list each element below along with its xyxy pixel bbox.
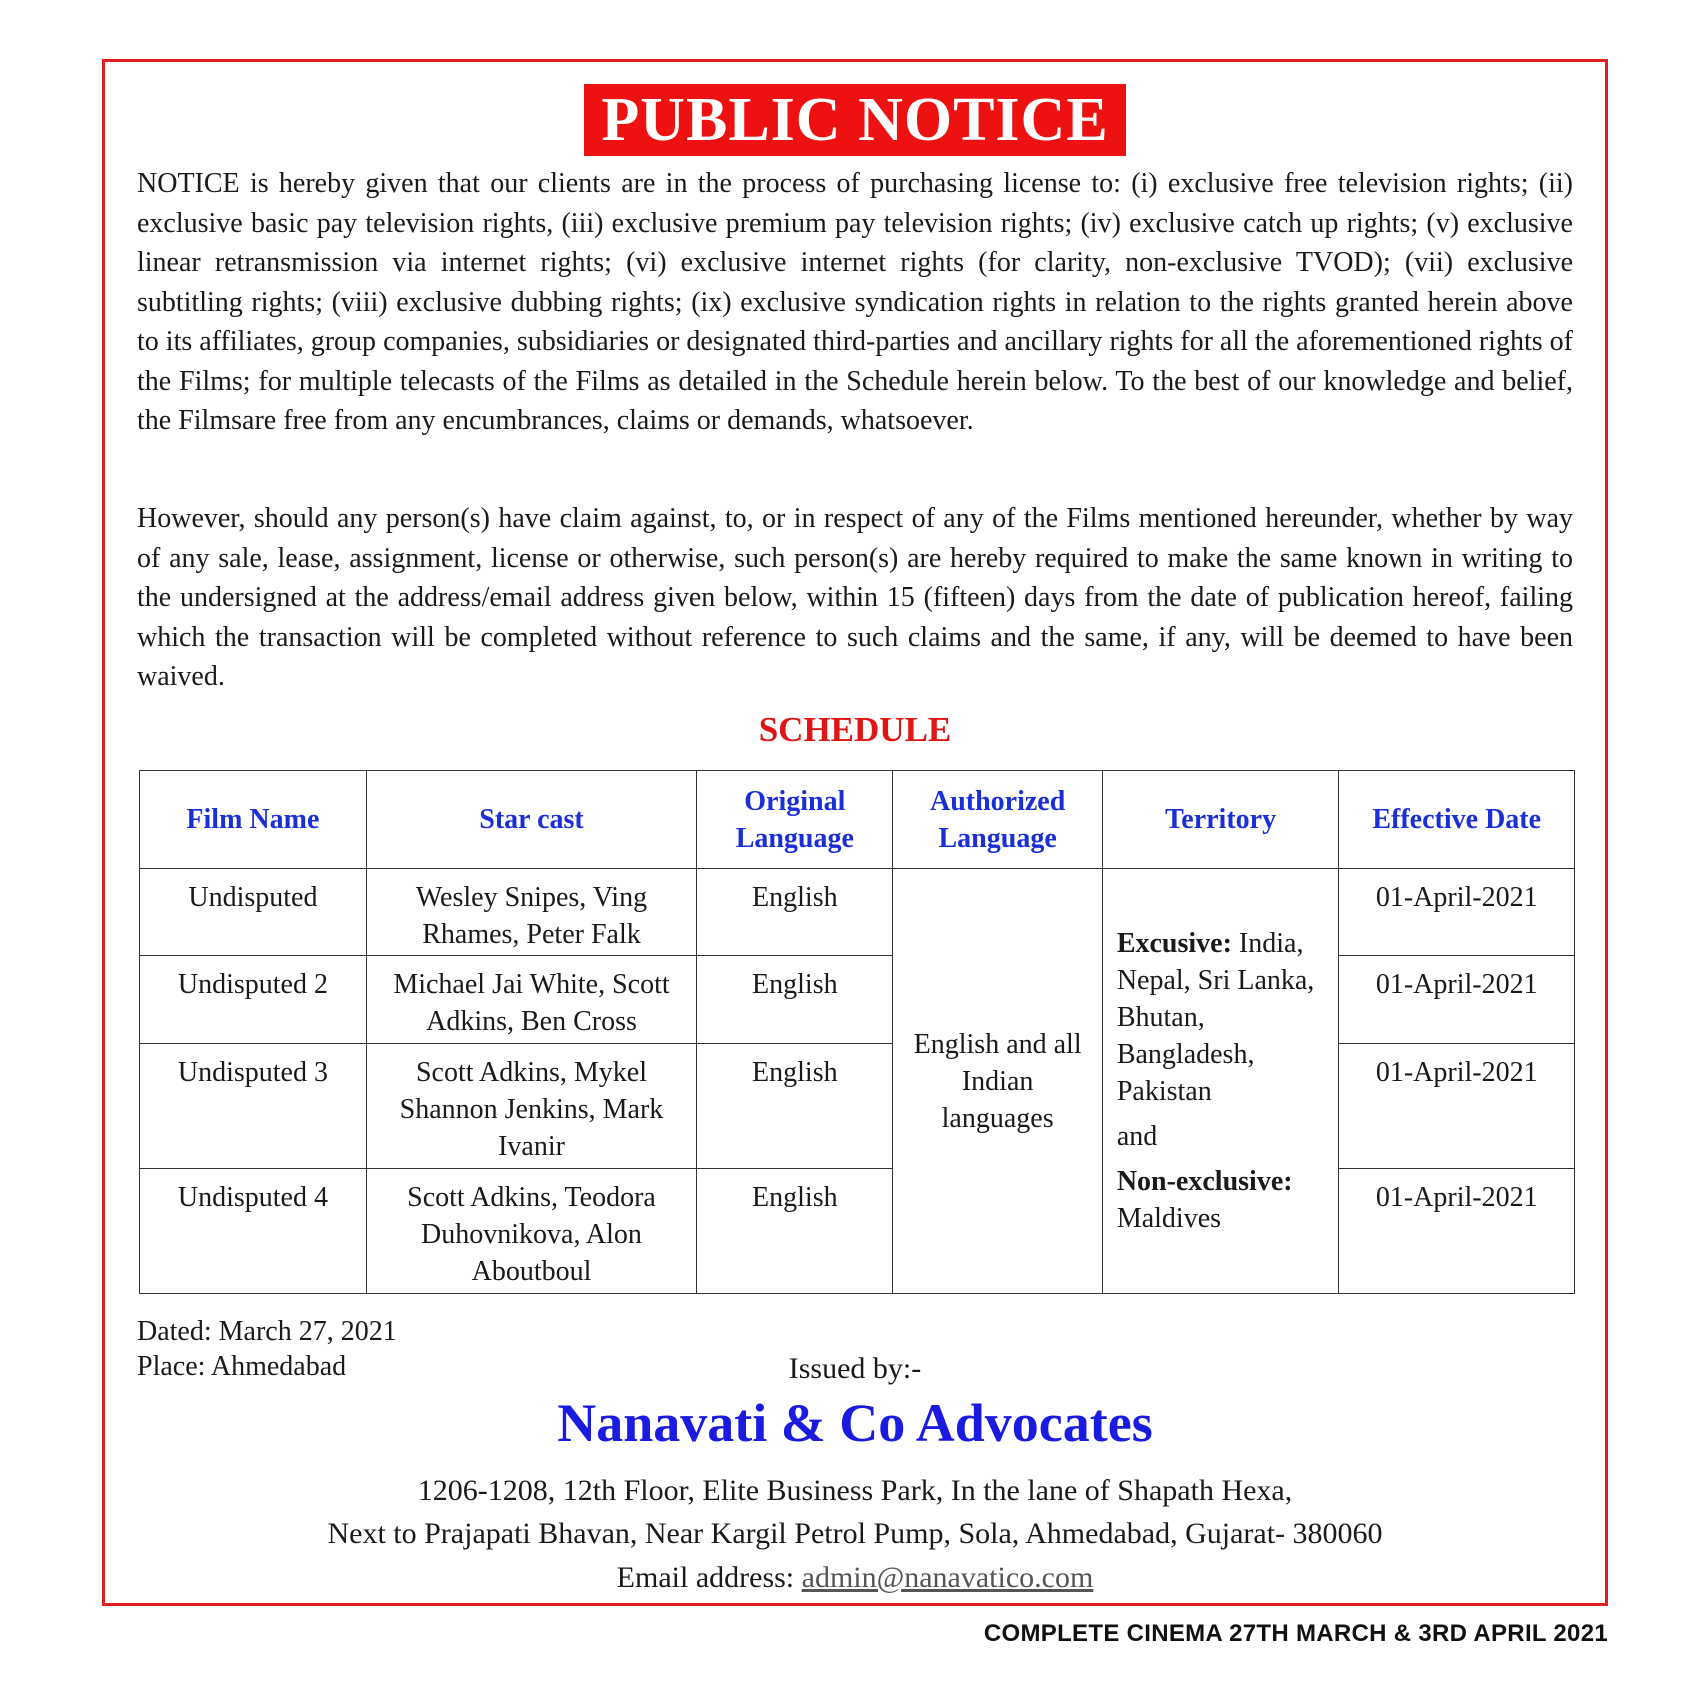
original-language-cell: English — [697, 1168, 893, 1293]
effective-date-cell: 01-April-2021 — [1339, 1043, 1575, 1168]
star-cast-cell: Scott Adkins, Mykel Shannon Jenkins, Mark Ivanir — [366, 1043, 696, 1168]
place-text: Place: Ahmedabad — [137, 1351, 347, 1382]
header-authorized-language: Authorized Language — [893, 771, 1102, 869]
schedule-title: SCHEDULE — [758, 710, 952, 749]
film-name-cell: Undisputed 3 — [140, 1043, 367, 1168]
star-cast-cell: Michael Jai White, Scott Adkins, Ben Cross — [366, 956, 696, 1043]
schedule-table — [139, 770, 1575, 1294]
header-film-name: Film Name — [140, 771, 367, 869]
dated-text: Dated: March 27, 2021 — [137, 1316, 397, 1347]
page-title: PUBLIC NOTICE — [584, 84, 1125, 156]
email-line — [105, 1561, 1605, 1595]
header-star-cast: Star cast — [366, 771, 696, 869]
table-row — [140, 956, 1575, 1043]
territory-nonexclusive-label: Non-exclusive: — [1116, 1166, 1293, 1197]
film-name-cell: Undisputed 2 — [140, 956, 367, 1043]
address-line-2: Next to Prajapati Bhavan, Near Kargil Petrol Pump, Sola, Ahmedabad, Gujarat- 380060 — [327, 1517, 1383, 1550]
address-line-1: 1206-1208, 12th Floor, Elite Business Park, In the lane of Shapath Hexa, — [417, 1474, 1293, 1507]
title-wrap — [105, 84, 1605, 156]
original-language-cell: English — [697, 956, 893, 1043]
header-original-language: Original Language — [697, 771, 893, 869]
notice-paragraph-2: However, should any person(s) have claim against, to, or in respect of any of the Films mentioned hereunder, whether by way of any sale, lease, assignment, license or otherwise, such person(s) are hereby required to make the same known in writing to the undersigned at the address/email address given below, within 15 (fifteen) days from the date of publication hereof, failing which the transaction will be completed without reference to such claims and the same, if any, will be deemed to have been waived. — [137, 503, 1573, 692]
header-territory: Territory — [1102, 771, 1339, 869]
authorized-language-cell: English and all Indian languages — [893, 869, 1102, 1294]
email-link[interactable]: admin@nanavatico.com — [801, 1561, 1094, 1594]
table-row — [140, 1043, 1575, 1168]
territory-nonexclusive — [1117, 1163, 1325, 1237]
star-cast-cell: Scott Adkins, Teodora Duhovnikova, Alon Aboutboul — [366, 1168, 696, 1293]
star-cast-cell: Wesley Snipes, Ving Rhames, Peter Falk — [366, 869, 696, 956]
original-language-cell: English — [697, 1043, 893, 1168]
territory-cell — [1102, 869, 1339, 1294]
publication-footer: COMPLETE CINEMA 27TH MARCH & 3RD APRIL 2021 — [983, 1620, 1608, 1647]
film-name-cell: Undisputed — [140, 869, 367, 956]
effective-date-cell: 01-April-2021 — [1339, 869, 1575, 956]
film-name-cell: Undisputed 4 — [140, 1168, 367, 1293]
email-label: Email address: — [616, 1561, 795, 1594]
territory-exclusive — [1117, 925, 1325, 1110]
schedule-header-row — [140, 771, 1575, 869]
firm-name: Nanavati & Co Advocates — [557, 1393, 1153, 1453]
effective-date-cell: 01-April-2021 — [1339, 956, 1575, 1043]
territory-nonexclusive-value: Maldives — [1116, 1203, 1222, 1234]
header-effective-date: Effective Date — [1339, 771, 1575, 869]
effective-date-cell: 01-April-2021 — [1339, 1168, 1575, 1293]
territory-exclusive-label: Excusive: — [1116, 928, 1232, 959]
territory-and: and — [1116, 1121, 1158, 1152]
notice-frame — [102, 59, 1608, 1606]
territory-exclusive-value: India, Nepal, Sri Lanka, Bhutan, Bangladesh, Pakistan — [1116, 928, 1315, 1107]
issued-by: Issued by:- — [788, 1352, 922, 1385]
table-row — [140, 869, 1575, 956]
notice-paragraph-1: NOTICE is hereby given that our clients are in the process of purchasing license to: (i) exclusive free television rights; (ii) exclusive basic pay television rights, (iii) exclusive premium pay television rights; (iv) exclusive catch up rights; (v) exclusive linear retransmission via internet rights; (vi) exclusive internet rights (for clarity, non-exclusive TVOD); (vii) exclusive subtitling rights; (viii) exclusive dubbing rights; (ix) exclusive syndication rights in relation to the rights granted herein above to its affiliates, group companies, subsidiaries or designated third-parties and ancillary rights for all the aforementioned rights of the Films; for multiple telecasts of the Films as detailed in the Schedule herein below. To the best of our knowledge and belief, the Filmsare free from any encumbrances, claims or demands, whatsoever. — [137, 168, 1573, 436]
original-language-cell: English — [697, 869, 893, 956]
table-row — [140, 1168, 1575, 1293]
